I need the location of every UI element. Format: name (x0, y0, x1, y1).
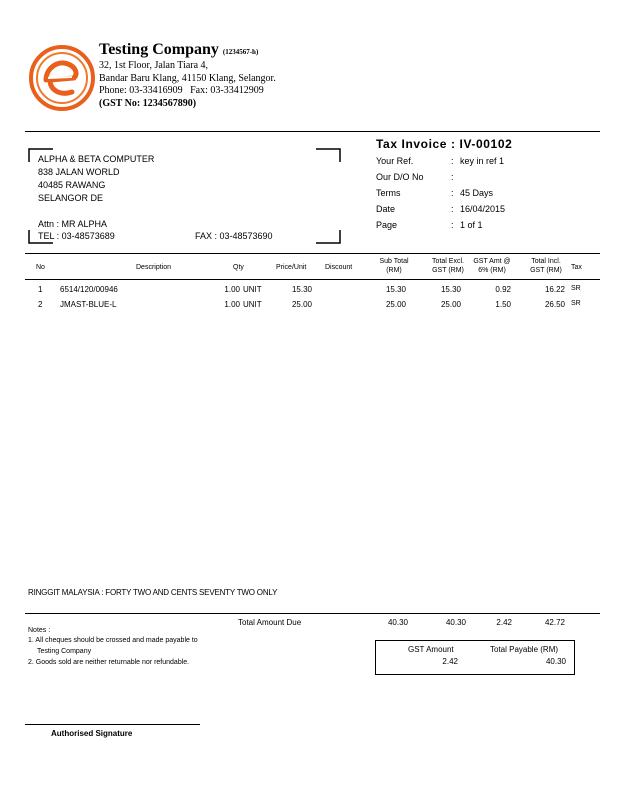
field-label-page: Page (376, 220, 398, 230)
field-label-do-no: Our D/O No (376, 172, 424, 182)
bracket-bottom-right (316, 230, 341, 244)
table-row-2-qty: 1.00 (224, 300, 240, 309)
customer-name: ALPHA & BETA COMPUTER (38, 154, 155, 164)
table-row-2-uom: UNIT (243, 300, 262, 309)
summary-payable-value: 40.30 (545, 657, 566, 666)
field-colon: : (451, 220, 454, 230)
total-amount-due-label: Total Amount Due (238, 618, 302, 627)
notes-line-2: 2. Goods sold are neither returnable nor refundable. (28, 659, 190, 666)
header-qty: Qty (233, 264, 244, 271)
company-logo-icon (28, 44, 96, 112)
authorised-signature-label: Authorised Signature (51, 729, 133, 738)
header-total-excl: Total Excl. GST (RM) (432, 258, 464, 274)
summary-gst-label: GST Amount (408, 645, 454, 654)
field-label-terms: Terms (376, 188, 401, 198)
header-price-unit: Price/Unit (276, 264, 307, 271)
customer-fax: FAX : 03-48573690 (195, 231, 273, 241)
total-subtotal: 40.30 (387, 618, 408, 627)
header-tax: Tax (571, 264, 582, 271)
table-row-1-excl: 15.30 (440, 285, 461, 294)
table-row-2-tax: SR (571, 300, 581, 307)
header-gst-amt: GST Amt @ 6% (RM) (473, 258, 511, 274)
signature-line (25, 724, 200, 725)
divider-top (25, 131, 600, 132)
company-phone-fax: Phone: 03-33416909 Fax: 03-33412909 (99, 85, 264, 96)
table-row-1-gst: 0.92 (495, 285, 511, 294)
table-row-1-uom: UNIT (243, 285, 262, 294)
notes-line-1b: Testing Company (37, 648, 92, 655)
summary-payable-label: Total Payable (RM) (490, 645, 559, 654)
customer-address-2: 40485 RAWANG (38, 180, 106, 190)
field-colon: : (451, 172, 454, 182)
header-discount: Discount (325, 264, 353, 271)
field-label-your-ref: Your Ref. (376, 156, 414, 166)
table-row-1-tax: SR (571, 285, 581, 292)
table-row-2-incl: 26.50 (544, 300, 565, 309)
total-gst: 2.42 (496, 618, 512, 627)
company-address-2: Bandar Baru Klang, 41150 Klang, Selangor. (99, 73, 276, 84)
table-row-2-price: 25.00 (291, 300, 312, 309)
table-row-1-no: 1 (38, 285, 43, 294)
table-row-1-price: 15.30 (291, 285, 312, 294)
customer-tel: TEL : 03-48573689 (38, 231, 115, 241)
invoice-title: Tax Invoice : IV-00102 (376, 137, 513, 151)
header-no: No (36, 264, 45, 271)
divider-table-top (25, 253, 600, 254)
company-reg-no: (1234567-h) (222, 48, 259, 56)
customer-address-3: SELANGOR DE (38, 193, 104, 203)
table-row-1-qty: 1.00 (224, 285, 240, 294)
header-total-incl: Total Incl. GST (RM) (530, 258, 562, 274)
summary-gst-value: 2.42 (442, 657, 458, 666)
table-row-2-description: JMAST-BLUE-L (60, 300, 117, 309)
field-colon: : (451, 156, 454, 166)
divider-table-header (25, 279, 600, 280)
header-subtotal: Sub Total (RM) (379, 258, 409, 274)
table-row-1-subtotal: 15.30 (385, 285, 406, 294)
field-label-date: Date (376, 204, 396, 214)
customer-attn: Attn : MR ALPHA (38, 219, 108, 229)
amount-in-words: RINGGIT MALAYSIA : FORTY TWO AND CENTS SEVENTY TWO ONLY (28, 588, 278, 597)
header-description: Description (136, 264, 172, 271)
field-value-date: 16/04/2015 (460, 204, 506, 214)
company-name: Testing Company (1234567-h) (99, 41, 259, 58)
table-row-2-gst: 1.50 (495, 300, 511, 309)
field-value-your-ref: key in ref 1 (460, 156, 505, 166)
divider-totals (25, 613, 600, 614)
field-colon: : (451, 188, 454, 198)
notes-line-1: 1. All cheques should be crossed and made payable to (28, 637, 198, 644)
table-row-2-subtotal: 25.00 (385, 300, 406, 309)
table-row-2-excl: 25.00 (440, 300, 461, 309)
bracket-top-right (316, 148, 341, 162)
field-value-page: 1 of 1 (460, 220, 483, 230)
field-value-terms: 45 Days (460, 188, 494, 198)
field-colon: : (451, 204, 454, 214)
table-row-1-description: 6514/120/00946 (60, 285, 118, 294)
company-gst-no: (GST No: 1234567890) (99, 98, 197, 109)
total-incl: 42.72 (544, 618, 565, 627)
table-row-1-incl: 16.22 (544, 285, 565, 294)
customer-address-1: 838 JALAN WORLD (38, 167, 120, 177)
notes-title: Notes : (28, 627, 51, 634)
company-address-1: 32, 1st Floor, Jalan Tiara 4, (99, 60, 209, 71)
table-row-2-no: 2 (38, 300, 43, 309)
total-excl: 40.30 (445, 618, 466, 627)
